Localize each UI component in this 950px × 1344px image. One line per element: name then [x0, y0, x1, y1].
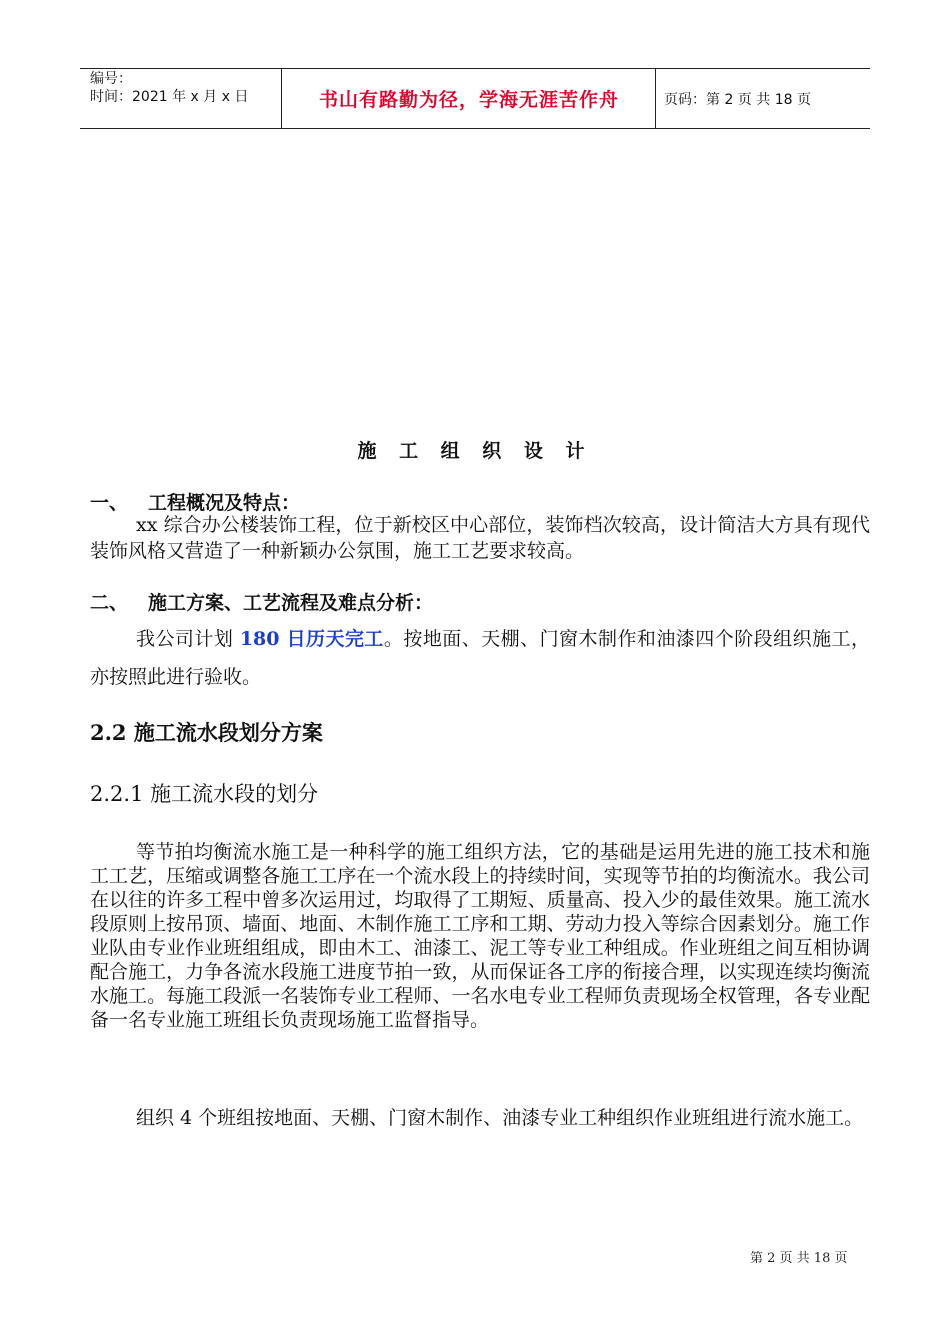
section-2-title: 施工方案、工艺流程及难点分析：	[148, 592, 434, 614]
time-label: 时间：2021 年 x 月 x 日	[90, 89, 249, 105]
section-2-number: 二、	[90, 592, 129, 614]
header-motto: 书山有路勤为径，学海无涯苦作舟	[318, 89, 619, 111]
paragraph-team-organization: 组织 4 个班组按地面、天棚、门窗木制作、油漆专业工种组织作业班组进行流水施工。	[136, 1107, 864, 1129]
header-top-rule	[80, 68, 870, 69]
subsection-2-2-1-heading: 2.2.1 施工流水段的划分	[90, 782, 319, 806]
section-1-number: 一、	[90, 492, 129, 514]
subsection-2-2-heading: 2.2 施工流水段划分方案	[90, 720, 323, 745]
serial-label: 编号：	[90, 71, 132, 87]
header-meta	[90, 70, 248, 106]
section-1-heading	[90, 488, 300, 515]
section-2-body-post: 。按地面、天棚、门窗木制作和油漆四个阶段组织施工，亦按照此进行验收。	[90, 628, 870, 688]
header-bottom-rule	[80, 128, 870, 129]
section-1-title: 工程概况及特点：	[148, 492, 301, 514]
section-2-duration-highlight: 180 日历天完工	[239, 628, 384, 650]
header-page-info: 页码：第 2 页 共 18 页	[664, 92, 811, 108]
section-2-heading	[90, 588, 433, 615]
footer-page-info: 第 2 页 共 18 页	[750, 1251, 848, 1266]
section-2-body-pre: 我公司计划	[136, 628, 240, 650]
paragraph-flow-division: 等节拍均衡流水施工是一种科学的施工组织方法，它的基础是运用先进的施工技术和施工工艺，压缩或调整各施工工序在一个流水段上的持续时间，实现等节拍的均衡流水。我公司在以往的许多工程中曾多次运用过，均取得了工期短、质量高、投入少的最佳效果。施工流水段原则上按吊顶、墙面、地面、木制作施工工序和工期、劳动力投入等综合因素划分。施工作业队由专业作业班组组成，即由木工、油漆工、泥工等专业工种组成。作业班组之间互相协调配合施工，力争各流水段施工进度节拍一致，从而保证各工序的衔接合理，以实现连续均衡流水施工。每施工段派一名装饰专业工程师、一名水电专业工程师负责现场全权管理，各专业配备一名专业施工班组长负责现场施工监督指导。	[90, 841, 870, 1031]
section-1-body: xx 综合办公楼装饰工程，位于新校区中心部位，装饰档次较高，设计简洁大方具有现代装饰风格又营造了一种新颖办公氛围，施工工艺要求较高。	[90, 514, 870, 562]
document-title: 施 工 组 织 设 计	[357, 440, 593, 462]
section-2-body	[90, 620, 870, 696]
